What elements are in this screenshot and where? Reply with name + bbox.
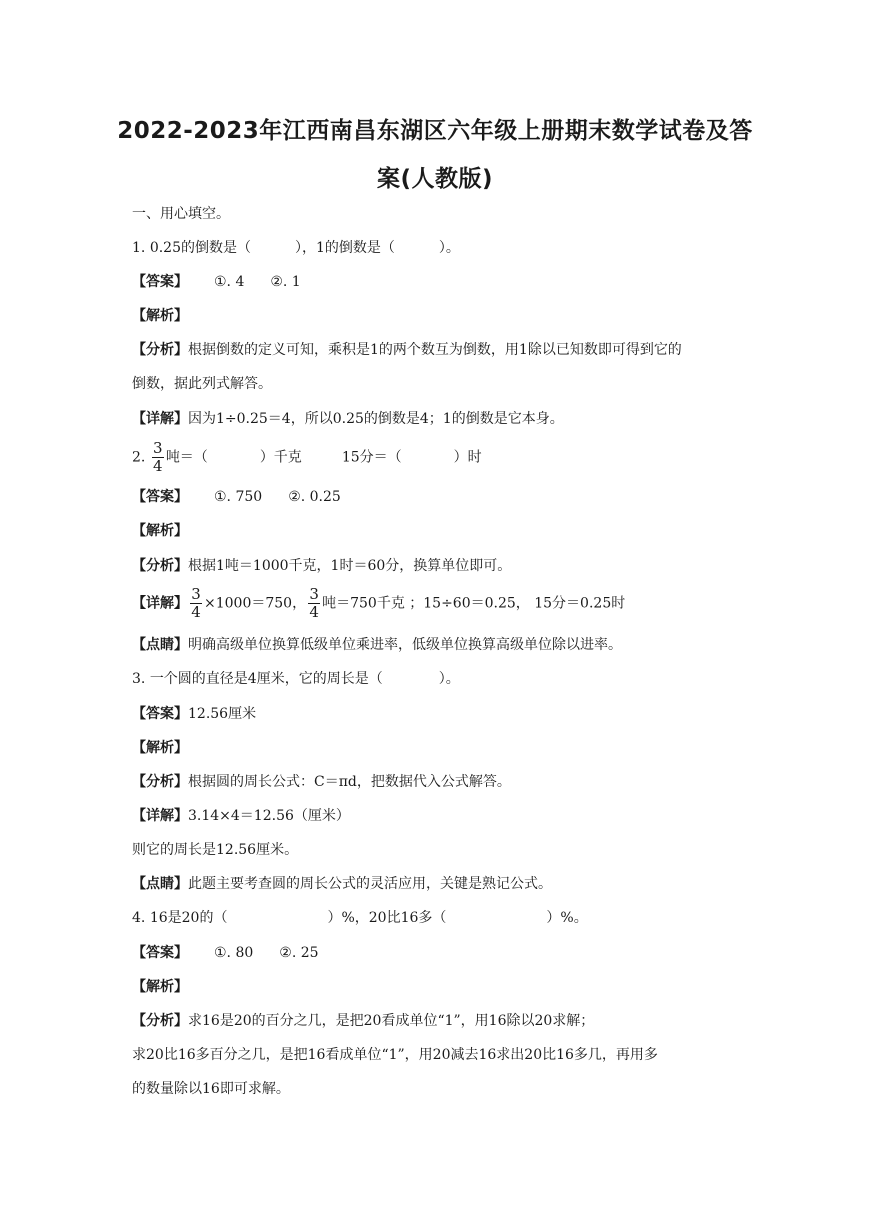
analysis-text: 根据倒数的定义可知，乘积是1的两个数互为倒数，用1除以已知数即可得到它的 xyxy=(188,342,682,358)
question-text: ）%，20比16多（ xyxy=(327,910,447,926)
jiexi-label: 【解析】 xyxy=(132,979,188,995)
dianjing-label: 【点睛】 xyxy=(132,637,188,653)
detail-text: 吨＝750千克 ；15÷60＝0.25， 15分＝0.25时 xyxy=(322,595,626,612)
dianjing-label: 【点睛】 xyxy=(132,876,188,892)
answer-label: 【答案】 xyxy=(132,706,188,722)
question-text: 16是20的（ xyxy=(149,910,228,926)
answer-label: 【答案】 xyxy=(132,945,188,961)
analysis-label: 【分析】 xyxy=(132,774,188,790)
jiexi-label: 【解析】 xyxy=(132,523,188,539)
analysis-label: 【分析】 xyxy=(132,342,188,358)
analysis-text: 根据1吨＝1000千克，1时＝60分，换算单位即可。 xyxy=(188,558,512,574)
analysis-text-cont: 求20比16多百分之几，是把16看成单位“1”，用20减去16求出20比16多几，再用多 xyxy=(132,1047,658,1063)
section-heading: 一、用心填空。 xyxy=(132,206,230,222)
jiexi-label: 【解析】 xyxy=(132,308,188,324)
question-text: 吨＝（ xyxy=(165,449,208,466)
question-text: ）%。 xyxy=(546,910,588,926)
dianjing-text: 明确高级单位换算低级单位乘进率，低级单位换算高级单位除以进率。 xyxy=(188,637,622,653)
analysis-text-cont: 倒数，据此列式解答。 xyxy=(132,376,272,392)
question-text: 0.25的倒数是（ xyxy=(149,240,251,256)
analysis-row xyxy=(132,340,682,360)
question-text: 15分＝（ xyxy=(341,449,402,466)
question-text: ），1的倒数是（ xyxy=(294,240,395,256)
detail-text: 因为1÷0.25＝4，所以0.25的倒数是4；1的倒数是它本身。 xyxy=(188,411,564,427)
analysis-text: 求16是20的百分之几，是把20看成单位“1”，用16除以20求解； xyxy=(188,1013,595,1029)
analysis-label: 【分析】 xyxy=(132,558,188,574)
answer-row xyxy=(132,272,301,292)
detail-note: 则它的周长是12.56厘米。 xyxy=(132,842,299,858)
question-number: 2. xyxy=(132,449,146,466)
answer-value: ②. 1 xyxy=(270,274,301,290)
document-title-line-2: 案(人教版) xyxy=(376,166,494,192)
jiexi-label: 【解析】 xyxy=(132,740,188,756)
answer-value: ①. 4 xyxy=(214,274,245,290)
analysis-row xyxy=(132,772,511,792)
detail-text: ×1000＝750， xyxy=(204,595,307,612)
analysis-text: 根据圆的周长公式：C＝πd，把数据代入公式解答。 xyxy=(188,774,511,790)
dianjing-text: 此题主要考查圆的周长公式的灵活应用，关键是熟记公式。 xyxy=(188,876,552,892)
question-text: ）时 xyxy=(453,449,482,466)
answer-value: ①. 750 xyxy=(214,489,263,505)
answer-row xyxy=(132,487,341,507)
question-number: 3. xyxy=(132,671,146,687)
question-text: ）千克 xyxy=(259,449,302,466)
analysis-row xyxy=(132,556,511,576)
question-text: ）。 xyxy=(438,671,460,687)
answer-value: ②. 25 xyxy=(279,945,319,961)
question-2 xyxy=(132,440,482,475)
dianjing-row xyxy=(132,874,552,894)
detail-label: 【详解】 xyxy=(132,411,188,427)
answer-label: 【答案】 xyxy=(132,274,188,290)
fraction: $\frac{3}{4}$ xyxy=(153,439,163,475)
analysis-row xyxy=(132,1011,594,1031)
analysis-text-cont: 的数量除以16即可求解。 xyxy=(132,1081,290,1097)
answer-row xyxy=(132,704,256,724)
answer-value: 12.56厘米 xyxy=(188,706,257,722)
detail-row xyxy=(132,586,625,621)
question-1 xyxy=(132,238,460,258)
fraction: $\frac{3}{4}$ xyxy=(191,585,201,621)
detail-label: 【详解】 xyxy=(132,595,188,612)
detail-row xyxy=(132,806,350,826)
answer-value: ①. 80 xyxy=(214,945,254,961)
fraction: $\frac{3}{4}$ xyxy=(309,585,319,621)
question-number: 1. xyxy=(132,240,146,256)
analysis-label: 【分析】 xyxy=(132,1013,188,1029)
detail-label: 【详解】 xyxy=(132,808,188,824)
answer-value: ②. 0.25 xyxy=(288,489,341,505)
document-title-line-1: 2022-2023年江西南昌东湖区六年级上册期末数学试卷及答 xyxy=(117,118,753,144)
detail-text: 3.14×4＝12.56（厘米） xyxy=(188,808,350,824)
detail-row xyxy=(132,409,564,429)
question-4 xyxy=(132,908,588,928)
question-text: 一个圆的直径是4厘米，它的周长是（ xyxy=(149,671,383,687)
dianjing-row xyxy=(132,635,622,655)
answer-label: 【答案】 xyxy=(132,489,188,505)
question-3 xyxy=(132,669,460,689)
answer-row xyxy=(132,943,319,963)
question-text: ）。 xyxy=(438,240,460,256)
question-number: 4. xyxy=(132,910,146,926)
